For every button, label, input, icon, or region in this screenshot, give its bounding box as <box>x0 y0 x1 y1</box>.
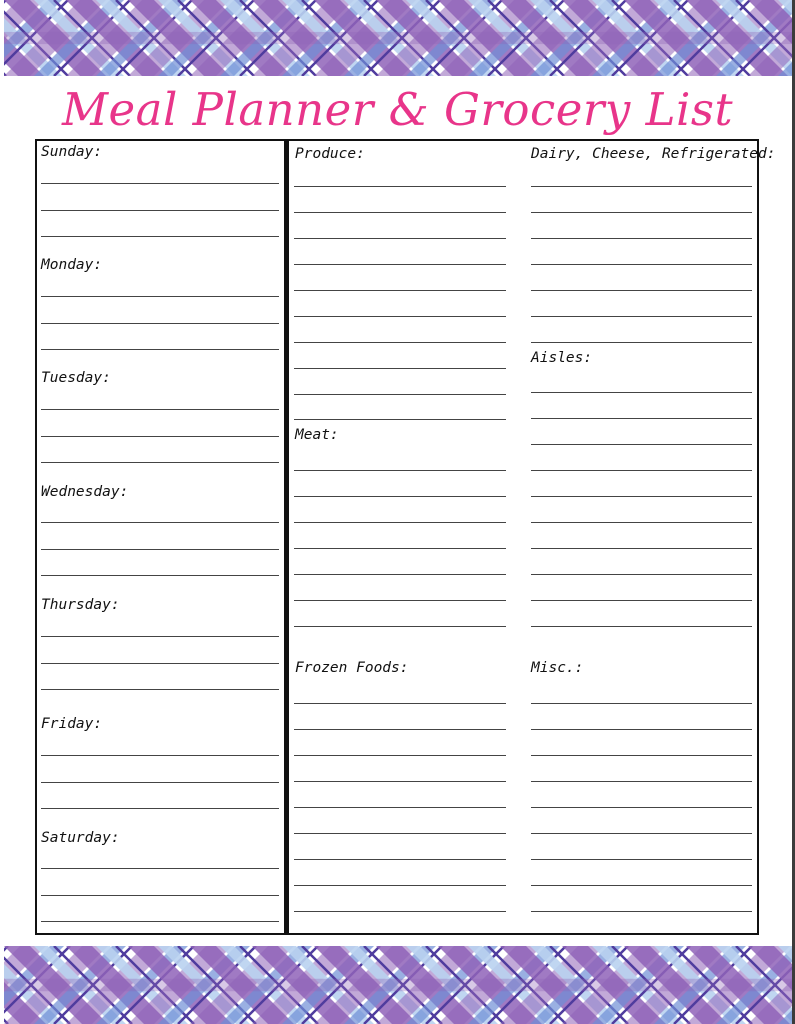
writing-line <box>531 444 752 445</box>
writing-line <box>531 885 752 886</box>
writing-line <box>294 470 506 471</box>
writing-line <box>294 626 506 627</box>
writing-line <box>41 921 279 922</box>
planner-frame <box>35 139 759 935</box>
writing-line <box>531 418 752 419</box>
writing-line <box>294 600 506 601</box>
writing-line <box>294 574 506 575</box>
writing-line <box>531 470 752 471</box>
writing-line <box>294 911 506 912</box>
writing-line <box>294 703 506 704</box>
writing-line <box>294 238 506 239</box>
day-label-monday: Monday: <box>41 257 103 273</box>
writing-line <box>294 885 506 886</box>
writing-line <box>531 833 752 834</box>
writing-line <box>294 394 506 395</box>
writing-line <box>294 833 506 834</box>
writing-line <box>41 296 279 297</box>
writing-line <box>41 349 279 350</box>
writing-line <box>41 522 279 523</box>
writing-line <box>294 186 506 187</box>
writing-line <box>294 419 506 420</box>
writing-line <box>294 755 506 756</box>
day-label-friday: Friday: <box>41 716 103 732</box>
writing-line <box>531 316 752 317</box>
writing-line <box>41 409 279 410</box>
column-divider <box>284 139 289 935</box>
writing-line <box>531 290 752 291</box>
writing-line <box>531 264 752 265</box>
writing-line <box>531 911 752 912</box>
writing-line <box>41 663 279 664</box>
writing-line <box>294 729 506 730</box>
writing-line <box>531 755 752 756</box>
writing-line <box>531 729 752 730</box>
section-label-aisles: Aisles: <box>531 350 593 366</box>
writing-line <box>531 781 752 782</box>
day-label-thursday: Thursday: <box>41 597 120 613</box>
plaid-footer-border <box>4 946 792 1024</box>
writing-line <box>41 462 279 463</box>
writing-line <box>41 782 279 783</box>
writing-line <box>294 522 506 523</box>
plaid-header-border <box>4 0 792 76</box>
day-label-sunday: Sunday: <box>41 144 103 160</box>
writing-line <box>531 703 752 704</box>
day-label-saturday: Saturday: <box>41 830 120 846</box>
writing-line <box>294 548 506 549</box>
section-label-frozen: Frozen Foods: <box>295 660 409 676</box>
writing-line <box>41 183 279 184</box>
writing-line <box>531 522 752 523</box>
section-label-dairy: Dairy, Cheese, Refrigerated: <box>531 146 776 162</box>
writing-line <box>41 689 279 690</box>
writing-line <box>531 600 752 601</box>
writing-line <box>531 342 752 343</box>
writing-line <box>531 574 752 575</box>
writing-line <box>41 575 279 576</box>
writing-line <box>41 895 279 896</box>
writing-line <box>531 626 752 627</box>
writing-line <box>41 323 279 324</box>
writing-line <box>294 342 506 343</box>
writing-line <box>531 392 752 393</box>
writing-line <box>41 436 279 437</box>
writing-line <box>294 781 506 782</box>
writing-line <box>531 238 752 239</box>
writing-line <box>531 212 752 213</box>
writing-line <box>531 186 752 187</box>
writing-line <box>294 859 506 860</box>
writing-line <box>294 496 506 497</box>
writing-line <box>41 808 279 809</box>
writing-line <box>41 755 279 756</box>
writing-line <box>41 636 279 637</box>
writing-line <box>531 496 752 497</box>
writing-line <box>41 868 279 869</box>
section-label-produce: Produce: <box>295 146 365 162</box>
writing-line <box>41 549 279 550</box>
writing-line <box>294 264 506 265</box>
writing-line <box>41 210 279 211</box>
day-label-tuesday: Tuesday: <box>41 370 111 386</box>
writing-line <box>294 807 506 808</box>
writing-line <box>294 212 506 213</box>
section-label-misc: Misc.: <box>531 660 584 676</box>
page-title: Meal Planner & Grocery List <box>61 83 734 136</box>
day-label-wednesday: Wednesday: <box>41 484 129 500</box>
writing-line <box>294 368 506 369</box>
writing-line <box>531 859 752 860</box>
writing-line <box>531 548 752 549</box>
writing-line <box>294 290 506 291</box>
writing-line <box>531 807 752 808</box>
writing-line <box>41 236 279 237</box>
writing-line <box>294 316 506 317</box>
section-label-meat: Meat: <box>295 427 339 443</box>
